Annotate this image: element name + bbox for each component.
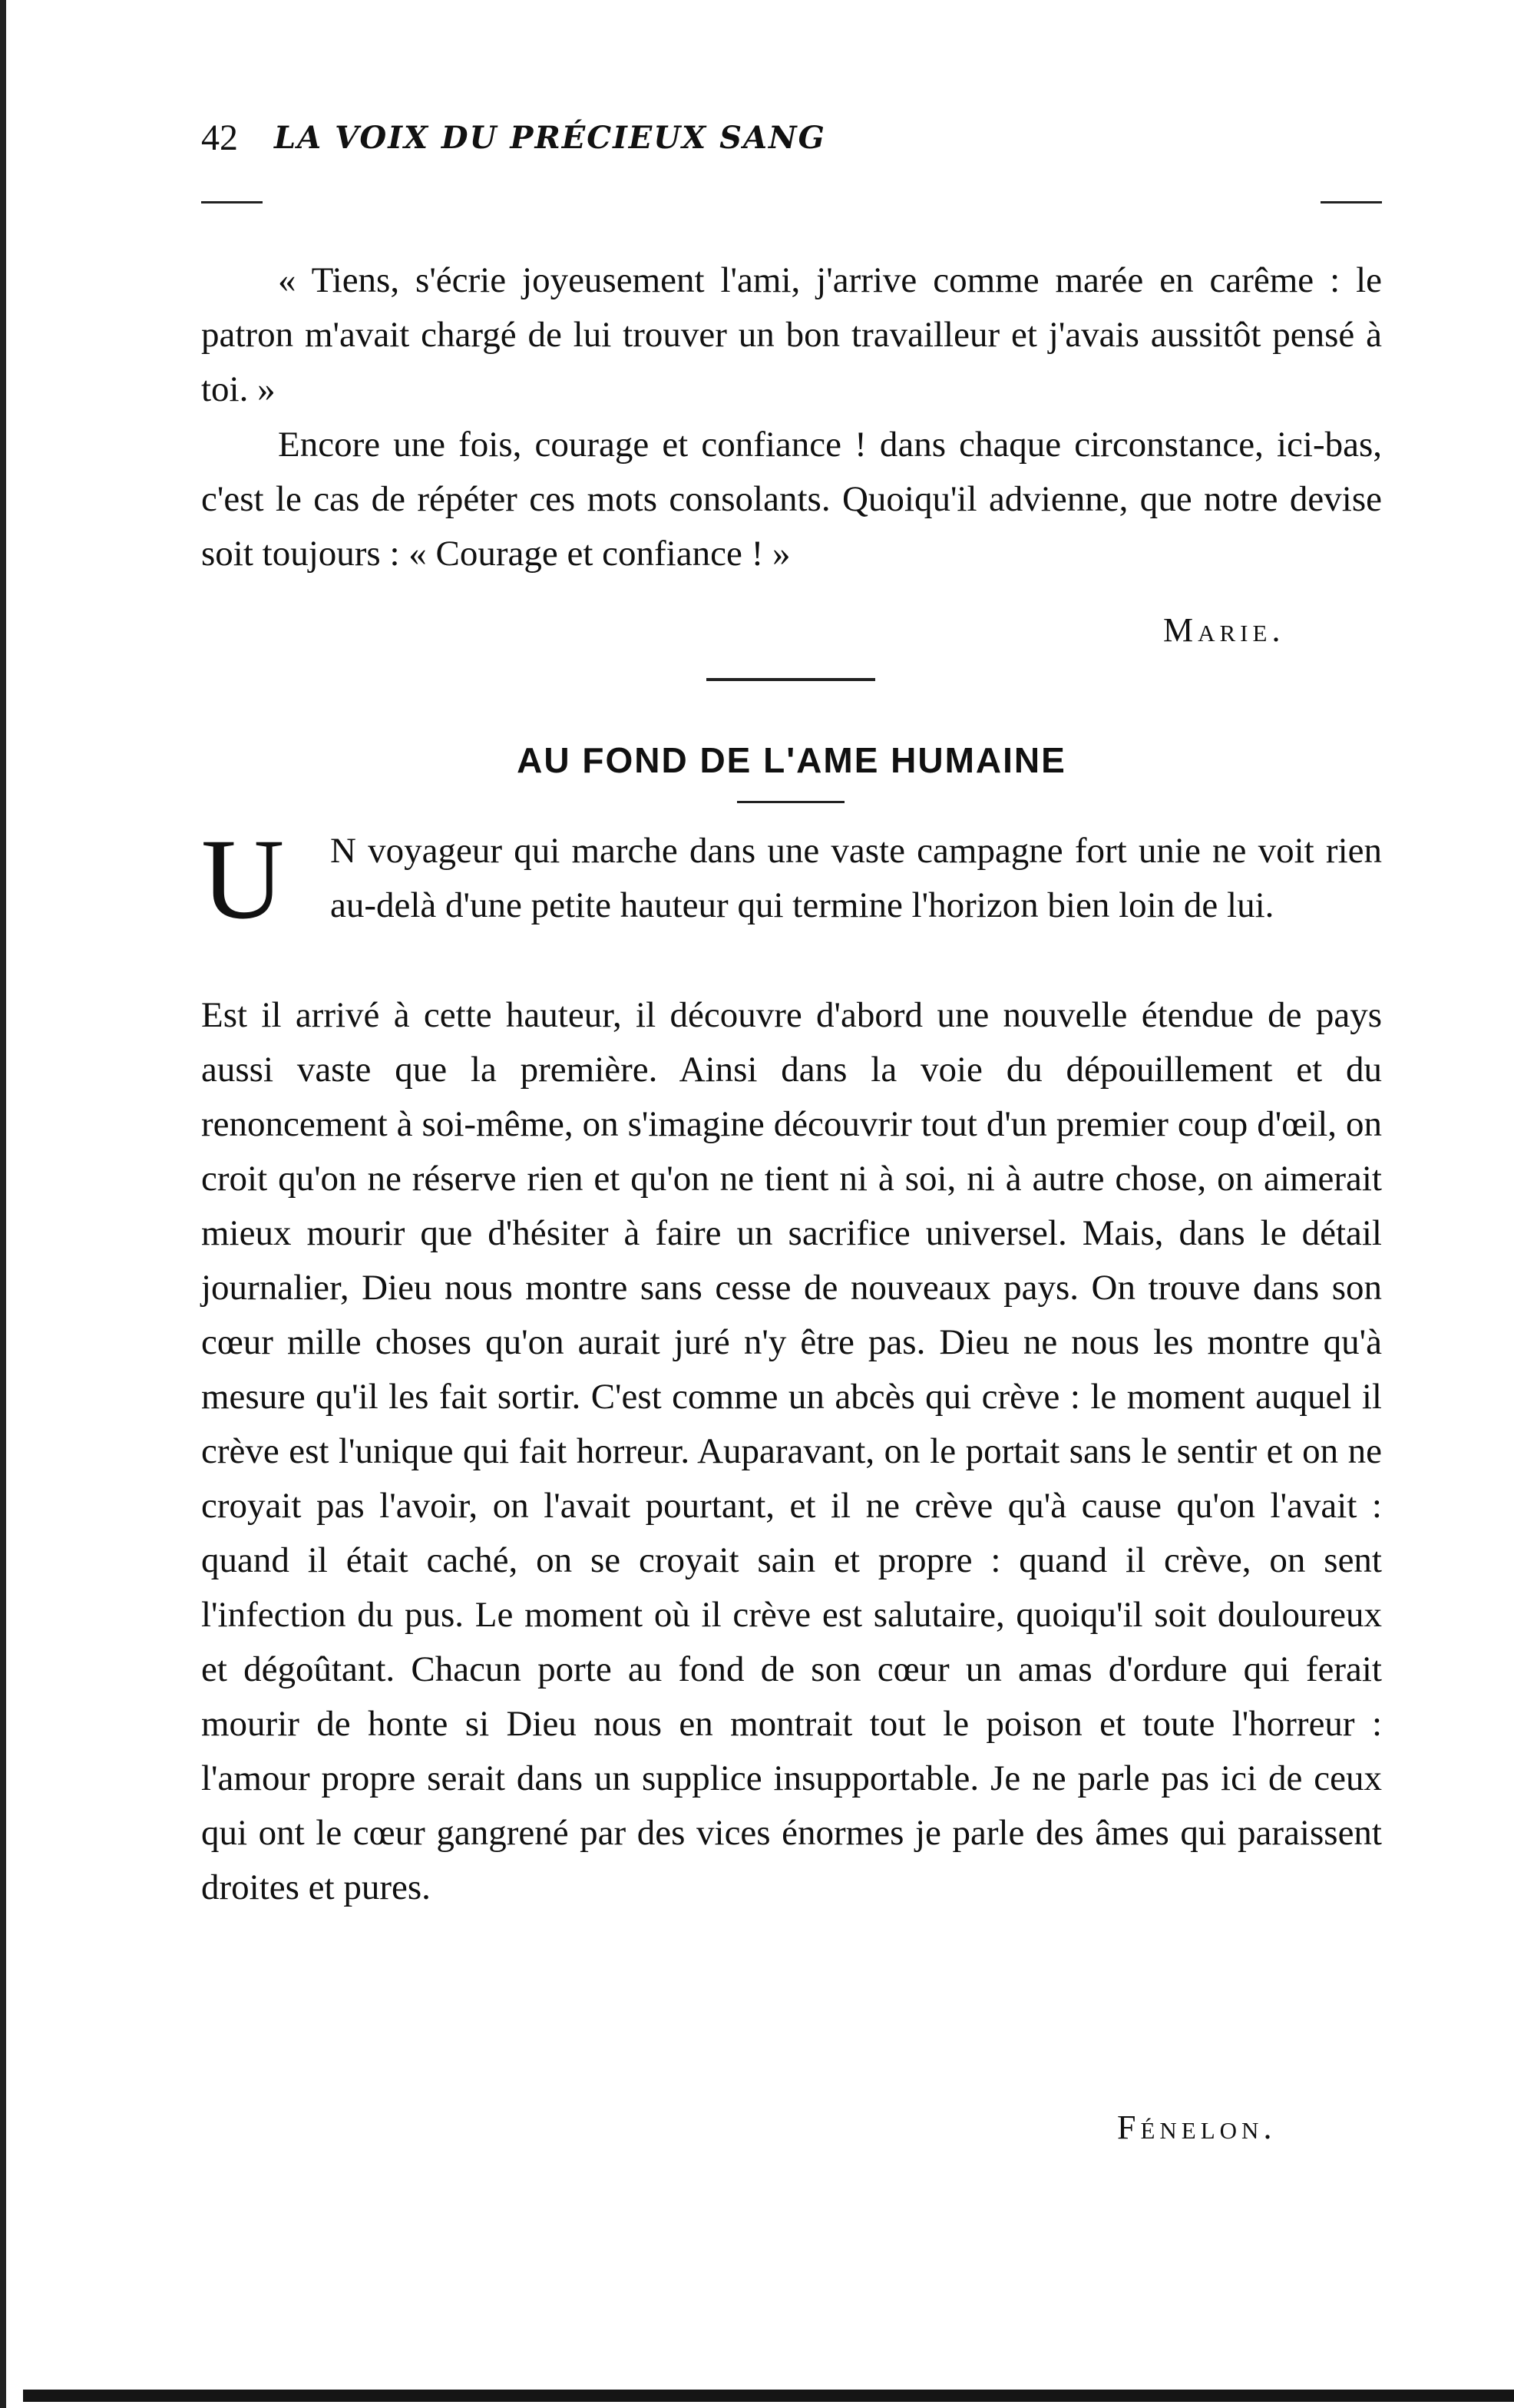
intro-paragraph-1 xyxy=(201,253,1382,417)
article-signature: Fénelon. xyxy=(1117,2109,1277,2146)
intro-paragraph-2-text: Encore une fois, courage et confiance ! dans chaque circonstance, ici-bas, c'est le cas de répéter ces mots consolants. Quoiqu'il advienne, que notre devise soit toujours : « Courage et confiance ! » xyxy=(201,425,1382,574)
binding-edge xyxy=(0,0,6,2408)
article-lead-text: N voyageur qui marche dans une vaste campagne fort unie ne voit rien au-delà d'une petite hauteur qui termine l'horizon bien loin de lui. xyxy=(330,831,1382,925)
page-number: 42 xyxy=(201,117,238,158)
intro-paragraph-1-text: « Tiens, s'écrie joyeusement l'ami, j'arrive comme marée en carême : le patron m'avait chargé de lui trouver un bon travailleur et j'avais aussitôt pensé à toi. » xyxy=(201,260,1382,409)
header-rule-left xyxy=(201,201,263,203)
article-lead xyxy=(330,824,1382,933)
intro-paragraph-2 xyxy=(201,418,1382,581)
header-rule-right xyxy=(1321,201,1382,203)
page-header xyxy=(201,115,1368,161)
article-title: AU FOND DE L'AME HUMAINE xyxy=(517,740,1066,780)
section-separator xyxy=(706,678,875,681)
drop-cap: U xyxy=(201,815,285,943)
article-body xyxy=(201,988,1382,1915)
article-body-text: Est il arrivé à cette hauteur, il découvre d'abord une nouvelle étendue de pays aussi vaste que la première. Ainsi dans la voie du dépouillement et du renoncement à soi-même, on s'imagine découvrir tout d'un premier coup d'œil, on croit qu'on ne réserve rien et qu'on ne tient ni à soi, ni à autre chose, on aimerait mieux mourir que d'hésiter à faire un sacrifice universel. Mais, dans le détail journalier, Dieu nous montre sans cesse de nouveaux pays. On trouve dans son cœur mille choses qu'on aurait juré n'y être pas. Dieu ne nous les montre qu'à mesure qu'il les fait sortir. C'est comme un abcès qui crève : le moment auquel il crève est l'unique qui fait horreur. Auparavant, on le portait sans le sentir et on ne croyait pas l'avoir, on l'avait pourtant, et il ne crève qu'à cause qu'on l'avait : quand il était caché, on se croyait sain et propre : quand il crève, on sent l'infection du pus. Le moment où il crève est salutaire, quoiqu'il soit douloureux et dégoûtant. Chacun porte au fond de son cœur un amas d'ordure qui ferait mourir de honte si Dieu nous en montrait tout le poison et toute l'horreur : l'amour propre serait dans un supplice insupportable. Je ne parle pas ici de ceux qui ont le cœur gangrené par des vices énormes je parle des âmes qui paraissent droites et pures. xyxy=(201,995,1382,1907)
intro-signature: Marie. xyxy=(1163,611,1285,649)
title-rule xyxy=(737,801,845,803)
bottom-rule xyxy=(23,2390,1514,2402)
running-title: LA VOIX DU PRÉCIEUX SANG xyxy=(274,120,826,156)
